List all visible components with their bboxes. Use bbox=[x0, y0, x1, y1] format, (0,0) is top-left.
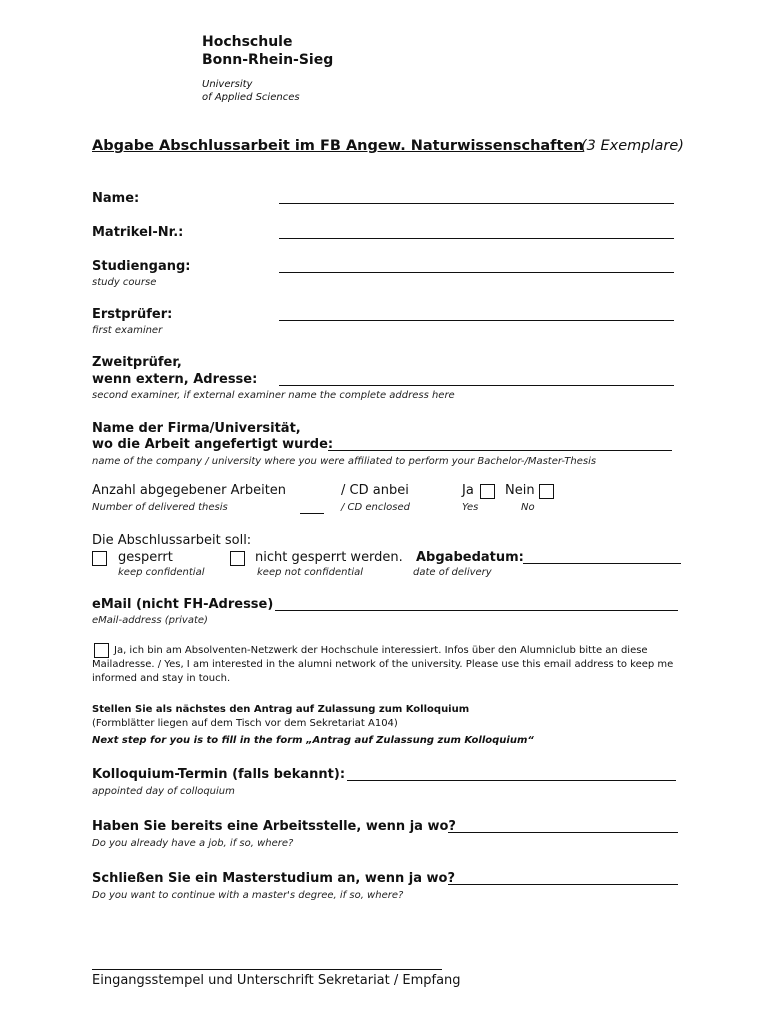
zweitpruefer-label-line1: Zweitprüfer, bbox=[92, 355, 182, 370]
firma-field[interactable] bbox=[328, 450, 672, 451]
alumni-text-line2: Mailadresse. / Yes, I am interested in the alumni network of the university. Please use this email address to keep me bbox=[92, 659, 674, 670]
kolloquium-field[interactable] bbox=[347, 780, 676, 781]
copies-note: (3 Exemplare) bbox=[581, 138, 684, 154]
page-title: Abgabe Abschlussarbeit im FB Angew. Naturwissenschaften bbox=[92, 138, 584, 154]
studiengang-label: Studiengang: bbox=[92, 259, 191, 274]
zweitpruefer-field[interactable] bbox=[279, 385, 674, 386]
abgabedatum-label: Abgabedatum: bbox=[416, 550, 524, 565]
zweitpruefer-english: second examiner, if external examiner name the complete address here bbox=[92, 390, 455, 401]
nextstep-line2: (Formblätter liegen auf dem Tisch vor dem Sekretariat A104) bbox=[92, 718, 398, 729]
alumni-checkbox[interactable] bbox=[94, 643, 109, 658]
school-tagline-line2: of Applied Sciences bbox=[202, 92, 300, 103]
school-name-line1: Hochschule bbox=[202, 34, 293, 50]
nein-label: Nein bbox=[505, 483, 535, 498]
nein-checkbox[interactable] bbox=[539, 484, 554, 499]
job-english: Do you already have a job, if so, where? bbox=[92, 838, 294, 849]
alumni-text-line1: Ja, ich bin am Absolventen-Netzwerk der Hochschule interessiert. Infos über den Alumniclub bitte an diese bbox=[114, 645, 648, 656]
nextstep-line1: Stellen Sie als nächstes den Antrag auf Zulassung zum Kolloquium bbox=[92, 704, 470, 715]
email-label: eMail (nicht FH-Adresse) bbox=[92, 597, 274, 612]
matrikel-label: Matrikel-Nr.: bbox=[92, 225, 184, 240]
erstpruefer-field[interactable] bbox=[279, 320, 674, 321]
studiengang-field[interactable] bbox=[279, 272, 674, 273]
kolloquium-label: Kolloquium-Termin (falls bekannt): bbox=[92, 767, 346, 782]
matrikel-field[interactable] bbox=[279, 238, 674, 239]
gesperrt-label: gesperrt bbox=[118, 550, 173, 565]
anzahl-field[interactable] bbox=[300, 513, 324, 514]
nicht-gesperrt-checkbox[interactable] bbox=[230, 551, 245, 566]
nicht-gesperrt-english: keep not confidential bbox=[257, 567, 364, 578]
signature-line[interactable] bbox=[92, 969, 442, 970]
abgabedatum-field[interactable] bbox=[523, 563, 681, 564]
abgabedatum-english: date of delivery bbox=[413, 567, 492, 578]
master-english: Do you want to continue with a master's degree, if so, where? bbox=[92, 890, 404, 901]
alumni-text-line3: informed and stay in touch. bbox=[92, 673, 231, 684]
master-field[interactable] bbox=[448, 884, 678, 885]
yes-english: Yes bbox=[462, 502, 479, 513]
confidential-heading: Die Abschlussarbeit soll: bbox=[92, 533, 252, 548]
name-field[interactable] bbox=[279, 203, 674, 204]
ja-label: Ja bbox=[462, 483, 474, 498]
erstpruefer-english: first examiner bbox=[92, 325, 163, 336]
name-label: Name: bbox=[92, 191, 140, 206]
job-field[interactable] bbox=[448, 832, 678, 833]
master-label: Schließen Sie ein Masterstudium an, wenn ja wo? bbox=[92, 871, 455, 886]
anzahl-label: Anzahl abgegebener Arbeiten bbox=[92, 483, 287, 498]
job-label: Haben Sie bereits eine Arbeitsstelle, wenn ja wo? bbox=[92, 819, 456, 834]
anzahl-english: Number of delivered thesis bbox=[92, 502, 228, 513]
erstpruefer-label: Erstprüfer: bbox=[92, 307, 173, 322]
firma-label-line1: Name der Firma/Universität, bbox=[92, 421, 301, 436]
email-english: eMail-address (private) bbox=[92, 615, 208, 626]
zweitpruefer-label-line2: wenn extern, Adresse: bbox=[92, 372, 258, 387]
gesperrt-checkbox[interactable] bbox=[92, 551, 107, 566]
studiengang-english: study course bbox=[92, 277, 157, 288]
gesperrt-english: keep confidential bbox=[118, 567, 205, 578]
nicht-gesperrt-label: nicht gesperrt werden. bbox=[255, 550, 403, 565]
nextstep-line3: Next step for you is to fill in the form „Antrag auf Zulassung zum Kolloquium“ bbox=[92, 735, 534, 746]
email-field[interactable] bbox=[275, 610, 678, 611]
firma-english: name of the company / university where you were affiliated to perform your Bachelor-/Master-Thesis bbox=[92, 456, 597, 467]
no-english: No bbox=[521, 502, 535, 513]
ja-checkbox[interactable] bbox=[480, 484, 495, 499]
cd-english: / CD enclosed bbox=[341, 502, 411, 513]
cd-label: / CD anbei bbox=[341, 483, 409, 498]
firma-label-line2: wo die Arbeit angefertigt wurde: bbox=[92, 437, 334, 452]
school-tagline-line1: University bbox=[202, 79, 253, 90]
school-name-line2: Bonn-Rhein-Sieg bbox=[202, 52, 334, 68]
signature-caption: Eingangsstempel und Unterschrift Sekretariat / Empfang bbox=[92, 973, 461, 988]
kolloquium-english: appointed day of colloquium bbox=[92, 786, 235, 797]
